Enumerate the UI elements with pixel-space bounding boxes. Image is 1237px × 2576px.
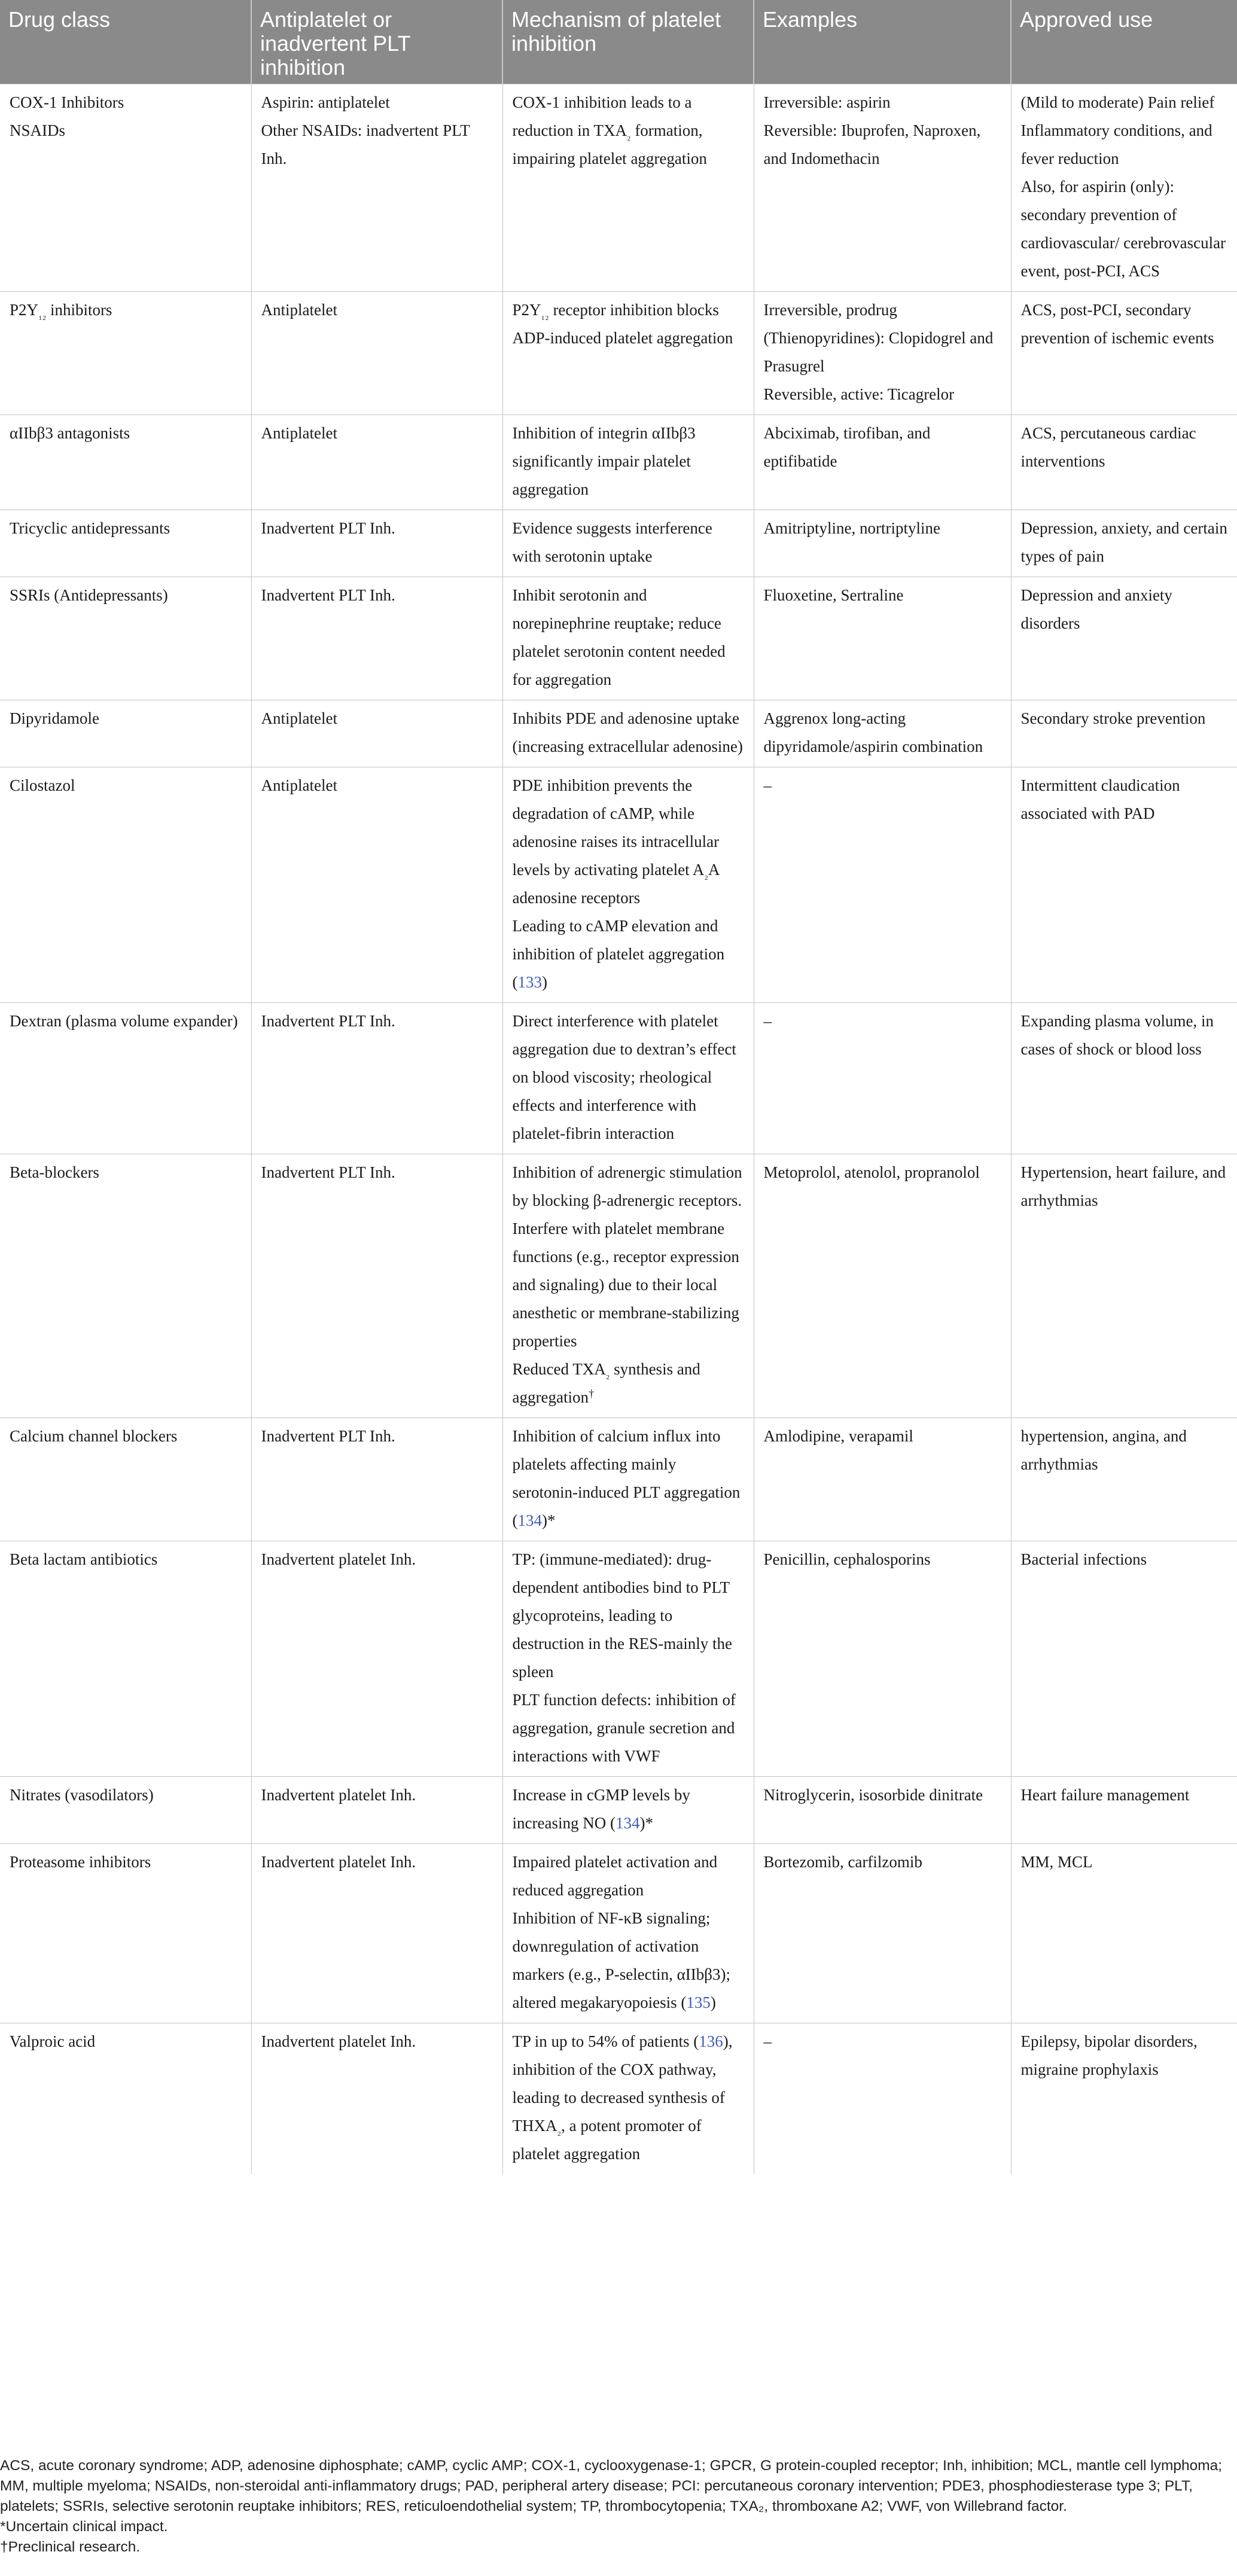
cell-mechanism — [502, 2023, 754, 2174]
cell-examples — [754, 1843, 1011, 2023]
cell-line: Inadvertent platelet Inh. — [261, 1785, 416, 1804]
cell-line: $P2Y_{_{12}}$ inhibitors — [10, 300, 112, 321]
cell-line: Inadvertent platelet Inh. — [261, 1550, 416, 1568]
cell-line: Bortezomib, carfilzomib — [763, 1852, 922, 1871]
table-row — [0, 414, 1237, 510]
cell-line: PLT function defects: inhibition of aggregation, granule secretion and interactions with VWF — [512, 1690, 736, 1765]
cell-line: Heart failure management — [1020, 1785, 1190, 1804]
table-row — [0, 1002, 1237, 1154]
cell-mechanism — [502, 1541, 754, 1776]
cell-examples — [754, 84, 1011, 291]
cell-approved-use — [1011, 2023, 1237, 2174]
cell-drug-class — [0, 1154, 251, 1417]
cell-approved-use — [1011, 1776, 1237, 1843]
table-row — [0, 1541, 1237, 1776]
table-row — [0, 577, 1237, 700]
cell-line: NSAIDs — [10, 121, 66, 139]
cell-approved-use — [1011, 700, 1237, 767]
cell-line: Inadvertent PLT Inh. — [261, 586, 395, 604]
cell-inhibition-type — [251, 767, 502, 1002]
cell-mechanism — [502, 1002, 754, 1154]
cell-line: Reversible: Ibuprofen, Naproxen, and Indomethacin — [763, 121, 981, 167]
cell-inhibition-type — [251, 414, 502, 510]
table-row — [0, 767, 1237, 1002]
cell-inhibition-type — [251, 510, 502, 577]
cell-examples — [754, 1154, 1011, 1417]
footnote-abbreviations: ACS, acute coronary syndrome; ADP, adenosine diphosphate; cAMP, cyclic AMP; COX-1, cyclooxygenase-1; GPCR, G protein-coupled receptor; Inh, inhibition; MCL, mantle cell lymphoma; MM, multiple myeloma; NSAIDs, non-steroidal anti-inflammatory drugs; PAD, peripheral artery disease; PCI: percutaneous coronary intervention; PDE3, phosphodiesterase type 3; PLT, platelets; SSRIs, selective serotonin reuptake inhibitors; RES, reticuloendothelial system; TP, thrombocytopenia; TXA₂, thromboxane A2; VWF, von Willebrand factor. — [0, 2458, 1223, 2514]
table-row — [0, 291, 1237, 414]
cell-line: Abciximab, tirofiban, and eptifibatide — [763, 423, 931, 470]
cell-line: COX-1 Inhibitors — [10, 93, 124, 111]
cell-approved-use — [1011, 414, 1237, 510]
cell-line: TP in up to 54% of patients (136), inhibition of the COX pathway, leading to decreased synthesis of $THXA_{_2}$, a potent promoter of platelet aggregation — [512, 2032, 733, 2163]
cell-approved-use — [1011, 1541, 1237, 1776]
cell-line: Inadvertent PLT Inh. — [261, 1163, 395, 1181]
cell-inhibition-type — [251, 1541, 502, 1776]
cell-line: Inhibition of NF-κB signaling; downregulation of activation markers (e.g., P-selectin, αIIbβ3); altered megakaryopoiesis (135) — [512, 1909, 731, 2011]
cell-approved-use — [1011, 1154, 1237, 1417]
cell-line: Expanding plasma volume, in cases of shock or blood loss — [1020, 1011, 1214, 1058]
cell-mechanism — [502, 414, 754, 510]
cell-line: Reduced $TXA_{_2}$ synthesis and aggregation† — [512, 1359, 700, 1406]
cell-examples — [754, 414, 1011, 510]
cell-line: Inflammatory conditions, and fever reduction — [1020, 121, 1212, 167]
cell-approved-use — [1011, 510, 1237, 577]
cell-line: – — [763, 2032, 772, 2050]
header-mechanism: Mechanism of platelet inhibition — [502, 0, 754, 84]
header-approved-use: Approved use — [1011, 0, 1237, 84]
cell-line: Secondary stroke prevention — [1020, 709, 1206, 727]
cell-drug-class — [0, 1541, 251, 1776]
cell-line: Antiplatelet — [261, 423, 337, 442]
cell-drug-class — [0, 291, 251, 414]
table-row — [0, 1776, 1237, 1843]
header-examples: Examples — [754, 0, 1011, 84]
cell-inhibition-type — [251, 1843, 502, 2023]
cell-approved-use — [1011, 1843, 1237, 2023]
cell-line: Inhibition of integrin αIIbβ3 significantly impair platelet aggregation — [512, 423, 696, 498]
table-row — [0, 1417, 1237, 1541]
cell-line: Beta lactam antibiotics — [10, 1550, 158, 1568]
cell-drug-class — [0, 577, 251, 700]
cell-line: Antiplatelet — [261, 709, 337, 727]
cell-line: Also, for aspirin (only): secondary prevention of cardiovascular/ cerebrovascular event, post-PCI, ACS — [1020, 177, 1226, 280]
cell-line: ACS, percutaneous cardiac interventions — [1020, 423, 1196, 470]
cell-line: Inhibition of adrenergic stimulation by blocking β-adrenergic receptors. — [512, 1163, 742, 1209]
cell-line: Direct interference with platelet aggregation due to dextran’s effect on blood viscosity; rheological effects and interference with platelet-fibrin interaction — [512, 1011, 736, 1142]
cell-line: Aspirin: antiplatelet — [261, 93, 390, 111]
table-row — [0, 1843, 1237, 2023]
cell-drug-class — [0, 2023, 251, 2174]
cell-inhibition-type — [251, 1154, 502, 1417]
citation-link[interactable]: 135 — [686, 1993, 711, 2011]
cell-line: Calcium channel blockers — [10, 1426, 178, 1445]
cell-line: Hypertension, heart failure, and arrhythmias — [1020, 1163, 1226, 1209]
cell-line: Inadvertent PLT Inh. — [261, 1426, 395, 1445]
cell-drug-class — [0, 1843, 251, 2023]
header-drug-class: Drug class — [0, 0, 251, 84]
footnote-uncertain: *Uncertain clinical impact. — [0, 2519, 168, 2535]
cell-line: Dextran (plasma volume expander) — [10, 1011, 238, 1030]
cell-examples — [754, 700, 1011, 767]
cell-line: Bacterial infections — [1020, 1550, 1147, 1568]
cell-line: Fluoxetine, Sertraline — [763, 586, 904, 604]
cell-drug-class — [0, 1002, 251, 1154]
citation-link[interactable]: 136 — [699, 2032, 723, 2050]
cell-line: SSRIs (Antidepressants) — [10, 586, 168, 604]
cell-line: – — [763, 1011, 772, 1030]
cell-examples — [754, 510, 1011, 577]
cell-inhibition-type — [251, 1776, 502, 1843]
table-footnotes — [0, 2456, 1237, 2557]
cell-approved-use — [1011, 767, 1237, 1002]
header-row — [0, 0, 1237, 84]
cell-line: hypertension, angina, and arrhythmias — [1020, 1426, 1187, 1473]
table-row — [0, 700, 1237, 767]
cell-drug-class — [0, 1417, 251, 1541]
cell-examples — [754, 767, 1011, 1002]
cell-mechanism — [502, 700, 754, 767]
cell-line: MM, MCL — [1020, 1852, 1093, 1871]
cell-line: Antiplatelet — [261, 300, 337, 319]
cell-line: Dipyridamole — [10, 709, 99, 727]
cell-drug-class — [0, 414, 251, 510]
cell-examples — [754, 1002, 1011, 1154]
cell-line: (Mild to moderate) Pain relief — [1020, 93, 1215, 111]
cell-examples — [754, 2023, 1011, 2174]
cell-line: Evidence suggests interference with serotonin uptake — [512, 519, 712, 565]
cell-line: Inhibition of calcium influx into platelets affecting mainly serotonin-induced PLT aggregation (134)* — [512, 1426, 741, 1529]
citation-link[interactable]: 134 — [517, 1511, 542, 1529]
cell-line: Leading to cAMP elevation and inhibition of platelet aggregation (133) — [512, 916, 725, 991]
cell-drug-class — [0, 700, 251, 767]
cell-examples — [754, 1776, 1011, 1843]
cell-approved-use — [1011, 1417, 1237, 1541]
cell-line: Increase in cGMP levels by increasing NO (134)* — [512, 1785, 690, 1832]
cell-inhibition-type — [251, 291, 502, 414]
cell-approved-use — [1011, 577, 1237, 700]
cell-line: ACS, post-PCI, secondary prevention of ischemic events — [1020, 300, 1214, 347]
cell-line: Depression, anxiety, and certain types of pain — [1020, 519, 1227, 565]
cell-inhibition-type — [251, 84, 502, 291]
cell-line: Impaired platelet activation and reduced aggregation — [512, 1852, 718, 1899]
cell-mechanism — [502, 84, 754, 291]
cell-mechanism — [502, 1417, 754, 1541]
cell-line: Amlodipine, verapamil — [763, 1426, 913, 1445]
citation-link[interactable]: 133 — [517, 973, 542, 991]
footnote-preclinical: †Preclinical research. — [0, 2539, 141, 2555]
cell-drug-class — [0, 84, 251, 291]
cell-examples — [754, 1541, 1011, 1776]
cell-inhibition-type — [251, 1417, 502, 1541]
cell-examples — [754, 291, 1011, 414]
cell-approved-use — [1011, 291, 1237, 414]
cell-mechanism — [502, 510, 754, 577]
cell-examples — [754, 577, 1011, 700]
cell-line: Amitriptyline, nortriptyline — [763, 519, 940, 537]
cell-inhibition-type — [251, 577, 502, 700]
cell-line: Valproic acid — [10, 2032, 96, 2050]
cell-mechanism — [502, 1776, 754, 1843]
table-row — [0, 510, 1237, 577]
table-row — [0, 1154, 1237, 1417]
cell-line: αIIbβ3 antagonists — [10, 423, 130, 442]
cell-line: Beta-blockers — [10, 1163, 99, 1181]
cell-line: Inadvertent platelet Inh. — [261, 1852, 416, 1871]
cell-line: Aggrenox long-acting dipyridamole/aspirin combination — [763, 709, 983, 755]
cell-line: Inhibits PDE and adenosine uptake (increasing extracellular adenosine) — [512, 709, 743, 755]
cell-drug-class — [0, 1776, 251, 1843]
cell-line: Tricyclic antidepressants — [10, 519, 170, 537]
cell-line: Inadvertent platelet Inh. — [261, 2032, 416, 2050]
cell-line: Inadvertent PLT Inh. — [261, 519, 395, 537]
cell-inhibition-type — [251, 700, 502, 767]
cell-mechanism — [502, 291, 754, 414]
cell-line: Proteasome inhibitors — [10, 1852, 151, 1871]
cell-line: Metoprolol, atenolol, propranolol — [763, 1163, 980, 1181]
cell-drug-class — [0, 767, 251, 1002]
cell-mechanism — [502, 1843, 754, 2023]
cell-mechanism — [502, 1154, 754, 1417]
cell-line: TP: (immune-mediated): drug-dependent antibodies bind to PLT glycoproteins, leading to destruction in the RES-mainly the spleen — [512, 1550, 732, 1681]
cell-line: Inhibit serotonin and norepinephrine reuptake; reduce platelet serotonin content needed for aggregation — [512, 586, 726, 688]
cell-line: Irreversible, prodrug (Thienopyridines): Clopidogrel and Prasugrel — [763, 300, 994, 375]
cell-line: – — [763, 776, 772, 794]
cell-line: $P2Y_{_{12}}$ receptor inhibition blocks ADP-induced platelet aggregation — [512, 300, 733, 347]
cell-line: Cilostazol — [10, 776, 75, 794]
cell-line: Irreversible: aspirin — [763, 93, 891, 111]
table-body — [0, 84, 1237, 2174]
cell-line: Interfere with platelet membrane functions (e.g., receptor expression and signaling) due to their local anesthetic or membrane-stabilizing properties — [512, 1219, 739, 1350]
cell-line: PDE inhibition prevents the degradation of cAMP, while adenosine raises its intracellular levels by activating platelet $A_{_2}A$ adenosine receptors — [512, 776, 720, 907]
cell-line: Nitroglycerin, isosorbide dinitrate — [763, 1785, 983, 1804]
cell-line: Nitrates (vasodilators) — [10, 1785, 154, 1804]
cell-mechanism — [502, 767, 754, 1002]
cell-line: Reversible, active: Ticagrelor — [763, 385, 955, 403]
cell-line: Antiplatelet — [261, 776, 337, 794]
cell-line: Other NSAIDs: inadvertent PLT Inh. — [261, 121, 470, 167]
cell-line: COX-1 inhibition leads to a reduction in $TXA_{_2}$ formation, impairing platelet aggregation — [512, 93, 707, 167]
cell-examples — [754, 1417, 1011, 1541]
cell-approved-use — [1011, 84, 1237, 291]
citation-link[interactable]: 134 — [615, 1813, 640, 1832]
table-row — [0, 2023, 1237, 2174]
cell-line: Epilepsy, bipolar disorders, migraine prophylaxis — [1020, 2032, 1198, 2078]
table-row — [0, 84, 1237, 291]
cell-line: Penicillin, cephalosporins — [763, 1550, 931, 1568]
cell-inhibition-type — [251, 1002, 502, 1154]
cell-mechanism — [502, 577, 754, 700]
cell-inhibition-type — [251, 2023, 502, 2174]
cell-drug-class — [0, 510, 251, 577]
cell-line: Inadvertent PLT Inh. — [261, 1011, 395, 1030]
header-inhibition-type: Antiplatelet or inadvertent PLT inhibition — [251, 0, 502, 84]
cell-line: Depression and anxiety disorders — [1020, 586, 1172, 632]
cell-line: Intermittent claudication associated with PAD — [1020, 776, 1180, 822]
cell-approved-use — [1011, 1002, 1237, 1154]
